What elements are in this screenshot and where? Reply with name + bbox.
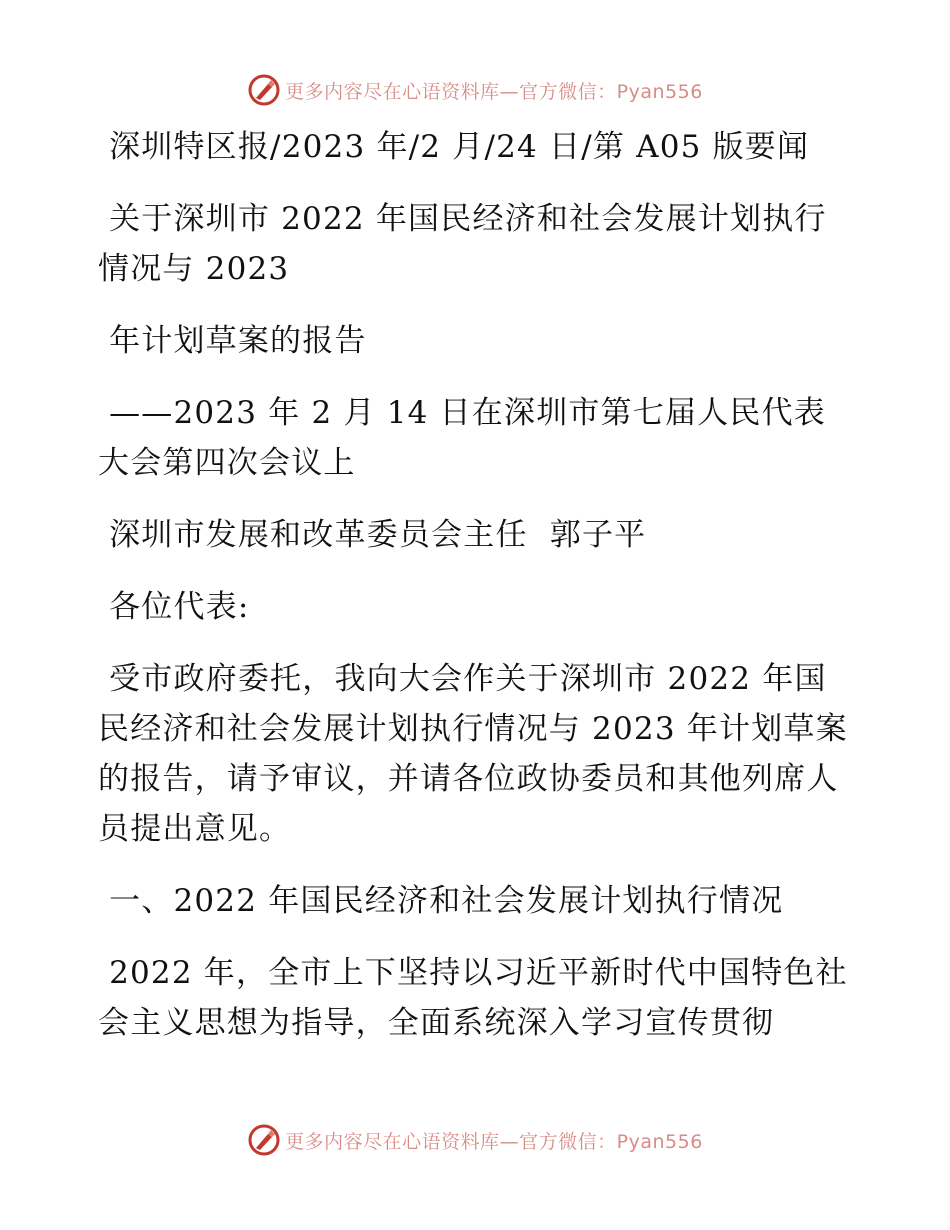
watermark-header [0,72,950,108]
document-body [98,122,858,1048]
pen-logo-icon [247,73,281,107]
watermark-text: 更多内容尽在心语资料库—官方微信：Pyan556 [285,80,703,103]
body-paragraph: 受市政府委托，我向大会作关于深圳市 2022 年国民经济和社会发展计划执行情况与 2023 年计划草案的报告，请予审议，并请各位政协委员和其他列席人员提出意见。 [98,661,848,847]
section-heading: 一、2022 年国民经济和社会发展计划执行情况 [98,883,784,919]
report-title-line-1: 关于深圳市 2022 年国民经济和社会发展计划执行情况与 2023 [98,201,827,287]
watermark-footer [0,1122,950,1158]
watermark-text: 更多内容尽在心语资料库—官方微信：Pyan556 [285,1130,703,1153]
author-line: 深圳市发展和改革委员会主任 郭子平 [98,517,647,553]
newspaper-source-line: 深圳特区报/2023 年/2 月/24 日/第 A05 版要闻 [98,129,810,165]
report-subtitle: ——2023 年 2 月 14 日在深圳市第七届人民代表大会第四次会议上 [98,395,826,481]
pen-logo-icon [247,1123,281,1157]
report-title-line-2: 年计划草案的报告 [98,323,367,359]
salutation: 各位代表: [98,589,250,625]
body-paragraph: 2022 年，全市上下坚持以习近平新时代中国特色社会主义思想为指导，全面系统深入学习宣传贯彻 [98,955,848,1041]
